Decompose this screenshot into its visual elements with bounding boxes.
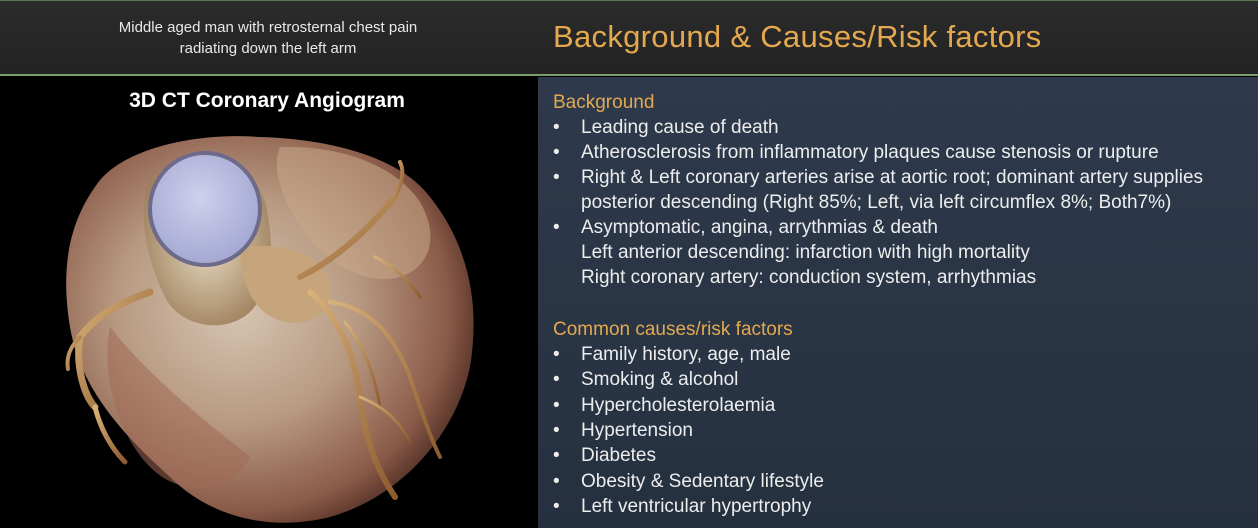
bullet-marker: • xyxy=(553,496,560,517)
bullet-marker: • xyxy=(553,395,560,416)
bullet-text: Family history, age, male xyxy=(581,344,791,365)
bullet-marker: • xyxy=(553,369,560,390)
bullet-marker: • xyxy=(553,217,560,238)
content-panel xyxy=(538,77,1258,528)
bullet-text-continued: posterior descending (Right 85%; Left, via left circumflex 8%; Both7%) xyxy=(581,192,1172,213)
bullet-text: Leading cause of death xyxy=(581,117,779,138)
bullet-marker: • xyxy=(553,445,560,466)
case-line-1: Middle aged man with retrosternal chest pain xyxy=(118,19,418,36)
bullet-text-continued: Right coronary artery: conduction system, arrhythmias xyxy=(581,267,1037,288)
bullet-marker: • xyxy=(553,344,560,365)
bullet-text: Hypercholesterolaemia xyxy=(581,395,776,416)
bullet-text: Atherosclerosis from inflammatory plaques cause stenosis or rupture xyxy=(581,142,1159,163)
case-line-2: radiating down the left arm xyxy=(179,40,357,57)
slide-title: Background & Causes/Risk factors xyxy=(553,19,1042,54)
case-description xyxy=(70,17,466,59)
bullet-marker: • xyxy=(553,420,560,441)
bullet-text: Hypertension xyxy=(581,420,693,441)
image-label: 3D CT Coronary Angiogram xyxy=(129,89,405,112)
bullet-text-continued: Left anterior descending: infarction with high mortality xyxy=(581,242,1030,263)
bullet-marker: • xyxy=(553,142,560,163)
causes-heading: Common causes/risk factors xyxy=(553,319,793,340)
bullet-text: Left ventricular hypertrophy xyxy=(581,496,812,517)
bullet-marker: • xyxy=(553,117,560,138)
header-bar xyxy=(0,0,1258,76)
bullet-text: Obesity & Sedentary lifestyle xyxy=(581,471,824,492)
bullet-text: Asymptomatic, angina, arrythmias & death xyxy=(581,217,938,238)
bullet-marker: • xyxy=(553,471,560,492)
bullet-text: Right & Left coronary arteries arise at aortic root; dominant artery supplies xyxy=(581,167,1204,188)
bullet-text: Diabetes xyxy=(581,445,656,466)
heart-render-illustration xyxy=(0,77,538,528)
background-heading: Background xyxy=(553,92,655,113)
bullet-text: Smoking & alcohol xyxy=(581,369,739,390)
ct-angiogram-image xyxy=(0,77,538,528)
bullet-marker: • xyxy=(553,167,560,188)
